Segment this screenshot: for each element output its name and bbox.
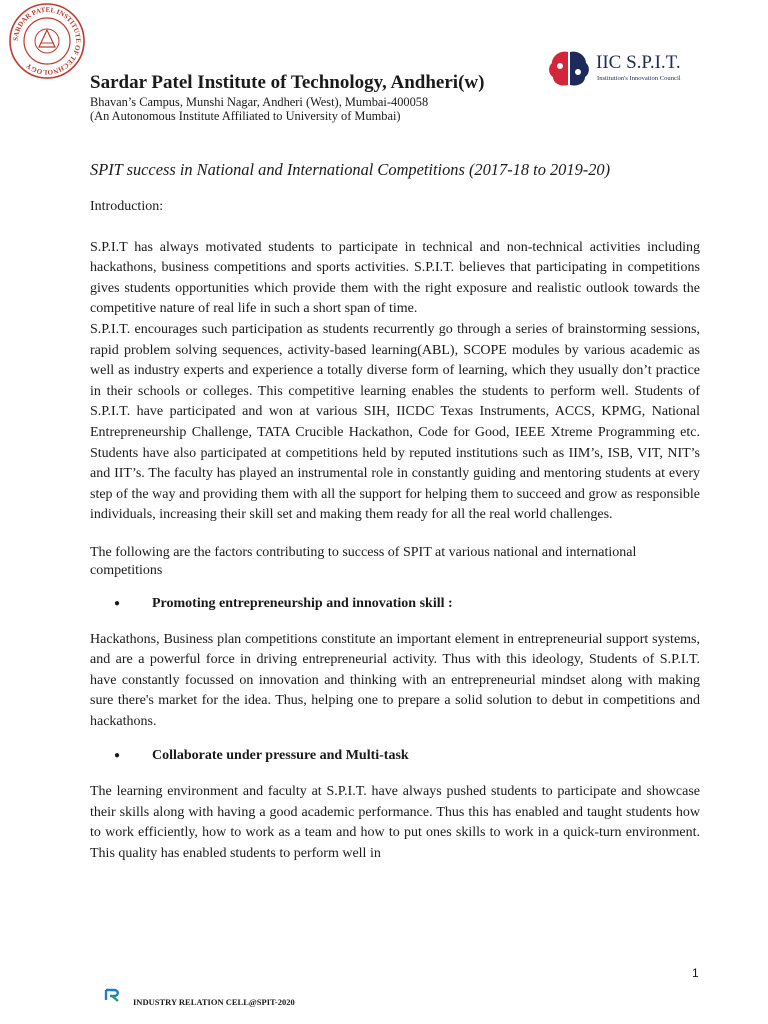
- document-title: SPIT success in National and International Competitions (2017-18 to 2019-20): [90, 160, 611, 179]
- section-text-entrepreneurship: Hackathons, Business plan competitions constitute an important element in entrepreneurial support systems, and are a powerful force in driving entrepreneurial activity. Thus with this ideology, Students of S.P.I.T. have constantly focussed on innovation and thinking with an entrepreneurial mindset along with making sure there's market for the idea. Thus, helping one to prepare a solid solution to debut in competitions and hackathons.: [90, 631, 700, 729]
- bullet-icon: ●: [114, 597, 121, 609]
- section-heading-collaborate: [90, 746, 700, 767]
- page-number: 1: [692, 966, 699, 980]
- section-text-collaborate: The learning environment and faculty at S.P.I.T. have always pushed students to participate and showcase their skills along with having a good academic performance. Thus this has enabled and taught students how to work efficiently, how to work as a team and how to put ones skills to work in a quick-turn environment. This quality has enabled students to perform well in: [90, 784, 700, 861]
- svg-text:SARDAR PATEL INSTITUTE OF TECH: [12, 6, 82, 76]
- document-body: [90, 197, 700, 864]
- seal-text: SARDAR PATEL INSTITUTE OF TECHNOLOGY: [11, 5, 83, 77]
- section-heading-text: Collaborate under pressure and Multi-task: [152, 748, 409, 764]
- footer-text: INDUSTRY RELATION CELL@SPIT-2020: [133, 997, 295, 1007]
- iic-title: IIC S.P.I.T.: [596, 52, 681, 73]
- iic-brain-icon: [546, 48, 592, 90]
- institute-address: [90, 95, 428, 123]
- intro-label: Introduction:: [90, 199, 164, 214]
- paragraph-2: S.P.I.T. encourages such participation as students recurrently go through a series of brainstorming sessions, rapid problem solving sequences, activity-based learning(ABL), SCOPE modules by various academic as well as industry experts and experience a totally diverse form of learning, which they usually don’t practice in their schools or colleges. This competitive learning enables the students to perform well. Students of S.P.I.T. have participated and won at various SIH, IICDC Texas Instruments, ACCS, KPMG, National Entrepreneurship Challenge, TATA Crucible Hackathon, Code for Good, IEEE Xtreme Programming etc. Students have also participated at competitions held by reputed institutions such as IIM’s, ISB, VIT, NIT’s and IIT’s. The faculty has played an instrumental role in constantly guiding and mentoring students at every step of the way and providing them with all the support for helping them to succeed and grow as responsible individuals, increasing their skill set and making them ready for all the real world challenges.: [90, 321, 700, 523]
- address-line-1: Bhavan’s Campus, Munshi Nagar, Andheri (West), Mumbai-400058: [90, 95, 429, 109]
- section-heading-text: Promoting entrepreneurship and innovation skill :: [152, 595, 453, 611]
- bullet-icon: ●: [114, 750, 121, 762]
- industry-relation-cell-logo-icon: [104, 988, 122, 1002]
- iic-logo: [546, 48, 706, 90]
- address-line-2: (An Autonomous Institute Affiliated to University of Mumbai): [90, 109, 401, 123]
- institute-name: Sardar Patel Institute of Technology, Andheri(w): [90, 72, 485, 93]
- section-heading-entrepreneurship: [90, 594, 700, 615]
- paragraph-1: S.P.I.T has always motivated students to participate in technical and non-technical activities including hackathons, business competitions and sports activities. S.P.I.T. believes that participating in competitions gives students opportunities which provide them with the right exposure and realistic outlook towards the competitive nature of real life in such a short span of time.: [90, 239, 700, 317]
- iic-subtitle: Institution's Innovation Council: [597, 75, 681, 82]
- factors-intro: The following are the factors contributing to success of SPIT at various national and international competitions: [90, 544, 637, 578]
- institute-seal-logo: [8, 2, 86, 80]
